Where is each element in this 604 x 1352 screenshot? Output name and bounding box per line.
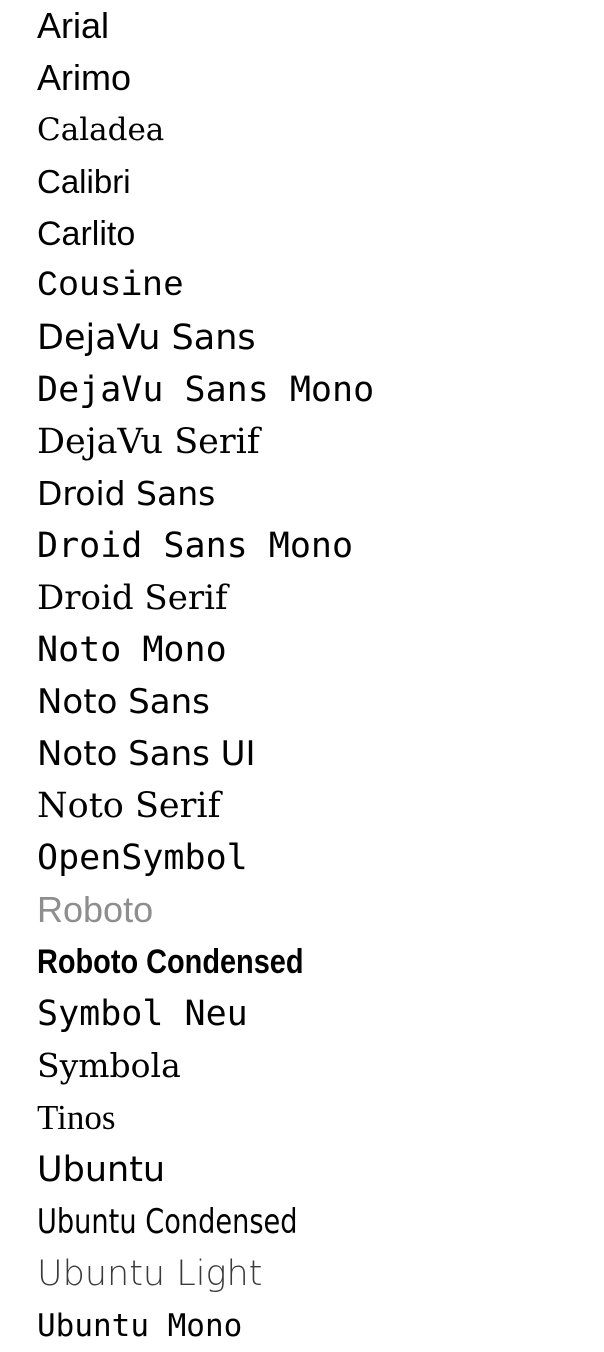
font-name-label: Noto Mono: [37, 630, 227, 670]
font-name-label: Arimo: [37, 57, 132, 98]
font-list-item-ubuntu-condensed: [0, 1196, 604, 1248]
font-name-label: Ubuntu Mono: [37, 1308, 243, 1344]
font-name-label: Arial: [37, 5, 110, 46]
font-list-item-ubuntu-light: [0, 1248, 604, 1300]
font-list-item-droid-sans: [0, 468, 604, 520]
font-name-label: Ubuntu Light: [37, 1254, 263, 1294]
font-list-item-noto-serif: [0, 780, 604, 832]
font-list-item-dejavu-sans-mono: [0, 364, 604, 416]
font-name-label: Droid Sans Mono: [37, 526, 354, 566]
font-list-item-roboto: [0, 884, 604, 936]
font-list-item-cousine: [0, 260, 604, 312]
font-list-item-arimo: [0, 52, 604, 104]
font-name-label: Noto Serif: [37, 786, 221, 826]
font-name-label: Noto Sans UI: [37, 734, 256, 774]
font-name-label: Caladea: [37, 112, 165, 148]
font-list-item-arial: [0, 0, 604, 52]
font-list-item-noto-sans: [0, 676, 604, 728]
font-name-label: Droid Sans: [37, 474, 216, 513]
font-name-label: DejaVu Sans Mono: [37, 370, 375, 410]
font-list-item-roboto-condensed: [0, 936, 604, 988]
font-list-item-symbola: [0, 1040, 604, 1092]
font-name-label: Carlito: [37, 215, 136, 253]
font-name-label: Droid Serif: [37, 578, 228, 618]
font-name-label: Ubuntu: [37, 1150, 166, 1190]
font-list-item-caladea: [0, 104, 604, 156]
font-list-item-noto-sans-ui: [0, 728, 604, 780]
font-name-label: Noto Sans: [37, 682, 210, 722]
font-list-item-symbol-neu: [0, 988, 604, 1040]
font-list-item-droid-sans-mono: [0, 520, 604, 572]
font-name-label: Tinos: [37, 1098, 116, 1137]
font-list-item-ubuntu: [0, 1144, 604, 1196]
font-list-item-dejavu-serif: [0, 416, 604, 468]
font-list-item-noto-mono: [0, 624, 604, 676]
font-list-item-dejavu-sans: [0, 312, 604, 364]
font-name-label: Roboto: [37, 889, 154, 930]
font-list-item-ubuntu-mono: [0, 1300, 604, 1352]
font-name-label: Symbol Neu: [37, 994, 248, 1034]
font-list-item-carlito: [0, 208, 604, 260]
font-name-label: Calibri: [37, 163, 131, 200]
font-name-label: DejaVu Sans: [37, 318, 256, 358]
font-name-label: Cousine: [37, 266, 185, 306]
font-list-item-calibri: [0, 156, 604, 208]
font-list-item-droid-serif: [0, 572, 604, 624]
font-name-label: Symbola: [37, 1046, 181, 1085]
font-name-label: DejaVu Serif: [37, 422, 260, 462]
font-name-label: Roboto Condensed: [37, 943, 304, 981]
font-name-label: Ubuntu Condensed: [37, 1202, 298, 1242]
font-list-item-tinos: [0, 1092, 604, 1144]
font-name-label: OpenSymbol: [37, 838, 248, 878]
font-list-item-opensymbol: [0, 832, 604, 884]
